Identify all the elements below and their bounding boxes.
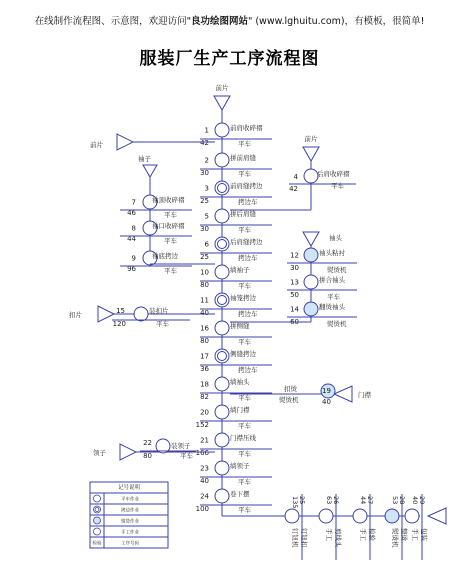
bottom-step-number: 29 — [418, 496, 426, 505]
bottom-step-number: 25 — [298, 496, 306, 505]
main-step-time: 25 — [200, 197, 209, 205]
main-step-time: 80 — [200, 337, 209, 345]
sleeve-step-time: 44 — [127, 235, 136, 243]
bottom-step-circle — [353, 509, 367, 523]
main-step-number: 20 — [200, 408, 209, 417]
input-triangle-collar — [120, 444, 136, 460]
main-step-number: 2 — [204, 156, 209, 165]
main-step-machine: 平车 — [238, 140, 251, 148]
main-step-time: 36 — [200, 365, 209, 373]
main-step-name: 侧缝拷边 — [230, 350, 256, 358]
main-step-name: 前肩缝拷边 — [230, 182, 263, 190]
main-step-name: 绱袖子 — [230, 266, 250, 274]
bottom-step-number: 27 — [366, 496, 374, 505]
main-step-number: 17 — [200, 352, 209, 361]
bottom-step-name: 钉钮扣 — [300, 528, 308, 548]
bottom-step-time: 63 — [325, 496, 333, 505]
cuff-step-circle — [304, 275, 318, 289]
main-step-machine: 平车 — [238, 478, 251, 486]
cuff-step-number: 14 — [290, 305, 299, 314]
front-right-step-time: 42 — [289, 185, 298, 193]
cuff-step-circle — [304, 302, 318, 316]
collar-piece-step-time: 120 — [112, 320, 126, 328]
input-label-front-right: 前片 — [304, 135, 318, 143]
main-step-number: 3 — [204, 184, 209, 193]
bottom-step-name: 剪线头 — [334, 528, 342, 548]
sleeve-step-name: 袖口收碎褶 — [152, 222, 185, 230]
main-step-number: 24 — [200, 492, 209, 501]
main-step-name: 拼侧缝 — [230, 322, 250, 330]
front-right-step-machine: 平车 — [331, 182, 344, 190]
main-step-name: 拼后肩缝 — [230, 210, 256, 218]
main-step-time: 30 — [200, 169, 209, 177]
cuff-step-machine: 熨烫机 — [327, 320, 347, 328]
bottom-step-name: 包装 — [420, 528, 428, 541]
input-triangle-front — [214, 96, 230, 110]
banner-site-link[interactable]: 良功绘图网站 — [190, 16, 248, 27]
cuff-step-machine: 平车 — [327, 293, 340, 301]
placket-step-name: 扣烫 — [284, 385, 297, 393]
main-step-number: 5 — [204, 212, 209, 221]
main-step-circle — [215, 405, 229, 419]
main-step-name: 拼前肩缝 — [230, 154, 256, 162]
bottom-step-number: 28 — [398, 496, 406, 505]
bottom-step-name: 整烫 — [400, 528, 408, 541]
placket-step-time: 40 — [322, 398, 331, 406]
main-step-machine: 平车 — [238, 450, 251, 458]
bottom-step-time: 44 — [359, 496, 367, 505]
main-step-circle — [215, 265, 229, 279]
input-label-collar-piece: 扣片 — [69, 311, 82, 319]
main-step-number: 18 — [200, 380, 209, 389]
collar-piece-step-circle — [134, 307, 148, 321]
main-step-time: 166 — [195, 449, 209, 457]
bottom-step-circle — [319, 509, 333, 523]
legend-label: 平车作业 — [121, 497, 139, 503]
input-label-placket: 门襟 — [358, 391, 371, 399]
input-label-front-left: 前片 — [90, 141, 103, 149]
main-step-number: 11 — [200, 296, 209, 305]
cuff-step-time: 60 — [290, 318, 299, 326]
main-step-circle — [215, 153, 229, 167]
placket-step-number: 19 — [322, 387, 331, 395]
bottom-step-machine: 钉钮机 — [291, 528, 299, 548]
input-triangle-front-right — [303, 147, 319, 161]
main-step-time: 25 — [200, 253, 209, 261]
sleeve-step-number: 7 — [131, 198, 136, 207]
front-right-step-number: 4 — [293, 173, 298, 181]
main-step-name: 绱领子 — [230, 462, 250, 470]
main-step-circle — [215, 461, 229, 475]
sleeve-step-time: 46 — [127, 209, 136, 217]
bottom-step-machine: 手工 — [325, 528, 333, 541]
cuff-step-circle — [304, 248, 318, 262]
main-step-machine: 平车 — [238, 422, 251, 430]
banner-suffix: " (www.lghuitu.com)，有模板，很简单! — [247, 16, 425, 27]
sleeve-step-machine: 平车 — [164, 267, 177, 275]
front-right-step-name: 后肩收碎褶 — [317, 170, 350, 178]
input-label-sleeve: 袖子 — [138, 155, 151, 163]
main-step-number: 23 — [200, 464, 209, 473]
bottom-step-machine: 熨烫机 — [391, 528, 399, 548]
cuff-step-number: 12 — [290, 251, 299, 260]
bottom-step-circle — [385, 509, 399, 523]
legend-symbol — [94, 517, 101, 524]
cuff-step-name: 拼合袖头 — [319, 276, 345, 284]
collar-step-number: 22 — [143, 439, 152, 447]
main-step-circle — [215, 209, 229, 223]
main-step-number: 1 — [204, 126, 209, 135]
legend-symbol — [94, 495, 101, 502]
sleeve-step-name: 袖顶收碎褶 — [152, 196, 185, 204]
input-label-collar: 领子 — [93, 449, 106, 457]
cuff-step-time: 30 — [290, 264, 299, 272]
collar-piece-step-machine: 平车 — [156, 320, 169, 328]
input-triangle-front-left — [117, 134, 133, 150]
bottom-step-time: 135 — [291, 496, 299, 509]
front-right-step-circle — [304, 169, 318, 183]
input-label-cuff: 袖头 — [329, 234, 342, 242]
main-step-time: 42 — [200, 139, 209, 147]
placket-step-machine: 熨烫机 — [279, 396, 299, 404]
main-step-machine: 平车 — [238, 170, 251, 178]
main-step-machine: 拷边车 — [238, 366, 258, 374]
main-step-circle — [215, 377, 229, 391]
main-step-name: 袖笼拷边 — [230, 294, 256, 302]
bottom-step-time: 40 — [411, 496, 419, 505]
legend-symbol — [94, 528, 101, 535]
sleeve-step-machine: 平车 — [164, 211, 177, 219]
legend-label: 熨烫作业 — [121, 519, 139, 525]
main-step-time: 100 — [195, 505, 209, 513]
legend-label: 工序号码 — [121, 541, 139, 547]
bottom-step-machine: 手工 — [359, 528, 367, 541]
sleeve-step-number: 9 — [131, 254, 136, 263]
bottom-step-circle — [405, 509, 419, 523]
sleeve-step-time: 96 — [127, 265, 136, 273]
main-step-time: 152 — [195, 421, 209, 429]
legend-symbol-text: 检验 — [92, 541, 102, 547]
main-step-time: 40 — [200, 309, 209, 317]
collar-piece-step-number: 15 — [116, 307, 125, 315]
main-step-number: 16 — [200, 324, 209, 333]
main-step-name: 绱袖头 — [230, 378, 250, 386]
input-triangle-placket — [334, 386, 352, 402]
sleeve-step-number: 8 — [131, 224, 136, 233]
cuff-step-name: 翻烫袖头 — [319, 303, 345, 311]
bottom-step-number: 26 — [332, 496, 340, 505]
main-step-machine: 平车 — [238, 282, 251, 290]
collar-step-machine: 平车 — [180, 452, 193, 460]
main-step-circle — [215, 433, 229, 447]
cuff-step-number: 13 — [290, 278, 299, 287]
main-step-number: 21 — [200, 436, 209, 445]
main-step-number: 10 — [200, 268, 209, 277]
legend-symbol — [94, 506, 101, 513]
output-triangle-final — [428, 508, 446, 524]
main-step-name: 绱门襟 — [230, 406, 250, 414]
main-step-machine: 平车 — [238, 506, 251, 514]
collar-step-time: 80 — [143, 452, 152, 460]
input-triangle-sleeve — [143, 165, 157, 177]
page-title: 服装厂生产工序流程图 — [139, 49, 320, 69]
cuff-step-name: 袖头粘衬 — [319, 249, 345, 257]
main-step-circle — [215, 321, 229, 335]
main-step-name: 前肩收碎褶 — [230, 124, 263, 132]
main-step-machine: 拷边车 — [238, 198, 258, 206]
main-step-time: 30 — [200, 225, 209, 233]
main-step-circle — [215, 123, 229, 137]
main-step-name: 门襟压线 — [230, 434, 256, 442]
input-label-front: 前片 — [215, 84, 229, 92]
main-step-machine: 拷边车 — [238, 310, 258, 318]
main-step-number: 6 — [204, 240, 209, 249]
legend-label: 手工作业 — [121, 530, 139, 536]
cuff-step-time: 50 — [290, 291, 299, 299]
main-step-machine: 平车 — [238, 394, 251, 402]
bottom-step-circle — [285, 509, 299, 523]
input-triangle-collar-piece — [98, 306, 114, 322]
bottom-step-machine: 手工 — [411, 528, 419, 541]
cuff-step-machine: 熨烫机 — [327, 266, 347, 274]
main-step-time: 82 — [200, 393, 209, 401]
main-step-name: 后肩缝拷边 — [230, 238, 263, 246]
main-step-name: 卷下摆 — [230, 490, 250, 498]
main-step-machine: 平车 — [238, 226, 251, 234]
sleeve-step-name: 袖底拷边 — [152, 252, 178, 260]
main-step-machine: 拷边车 — [238, 254, 258, 262]
main-step-time: 80 — [200, 281, 209, 289]
main-step-circle — [215, 489, 229, 503]
legend-title: 记号说明 — [117, 485, 141, 491]
sleeve-step-machine: 平车 — [164, 237, 177, 245]
legend-label: 拷边作业 — [121, 508, 139, 514]
main-step-machine: 平车 — [238, 338, 251, 346]
bottom-step-name: 检验 — [368, 528, 376, 541]
banner-prefix: 在线制作流程图、示意图，欢迎访问" — [34, 16, 191, 27]
collar-piece-step-name: 装扣片 — [149, 307, 169, 315]
bottom-step-time: 53 — [391, 496, 399, 505]
main-step-time: 40 — [200, 477, 209, 485]
collar-step-name: 装领子 — [171, 442, 191, 450]
input-triangle-cuff — [303, 232, 319, 246]
